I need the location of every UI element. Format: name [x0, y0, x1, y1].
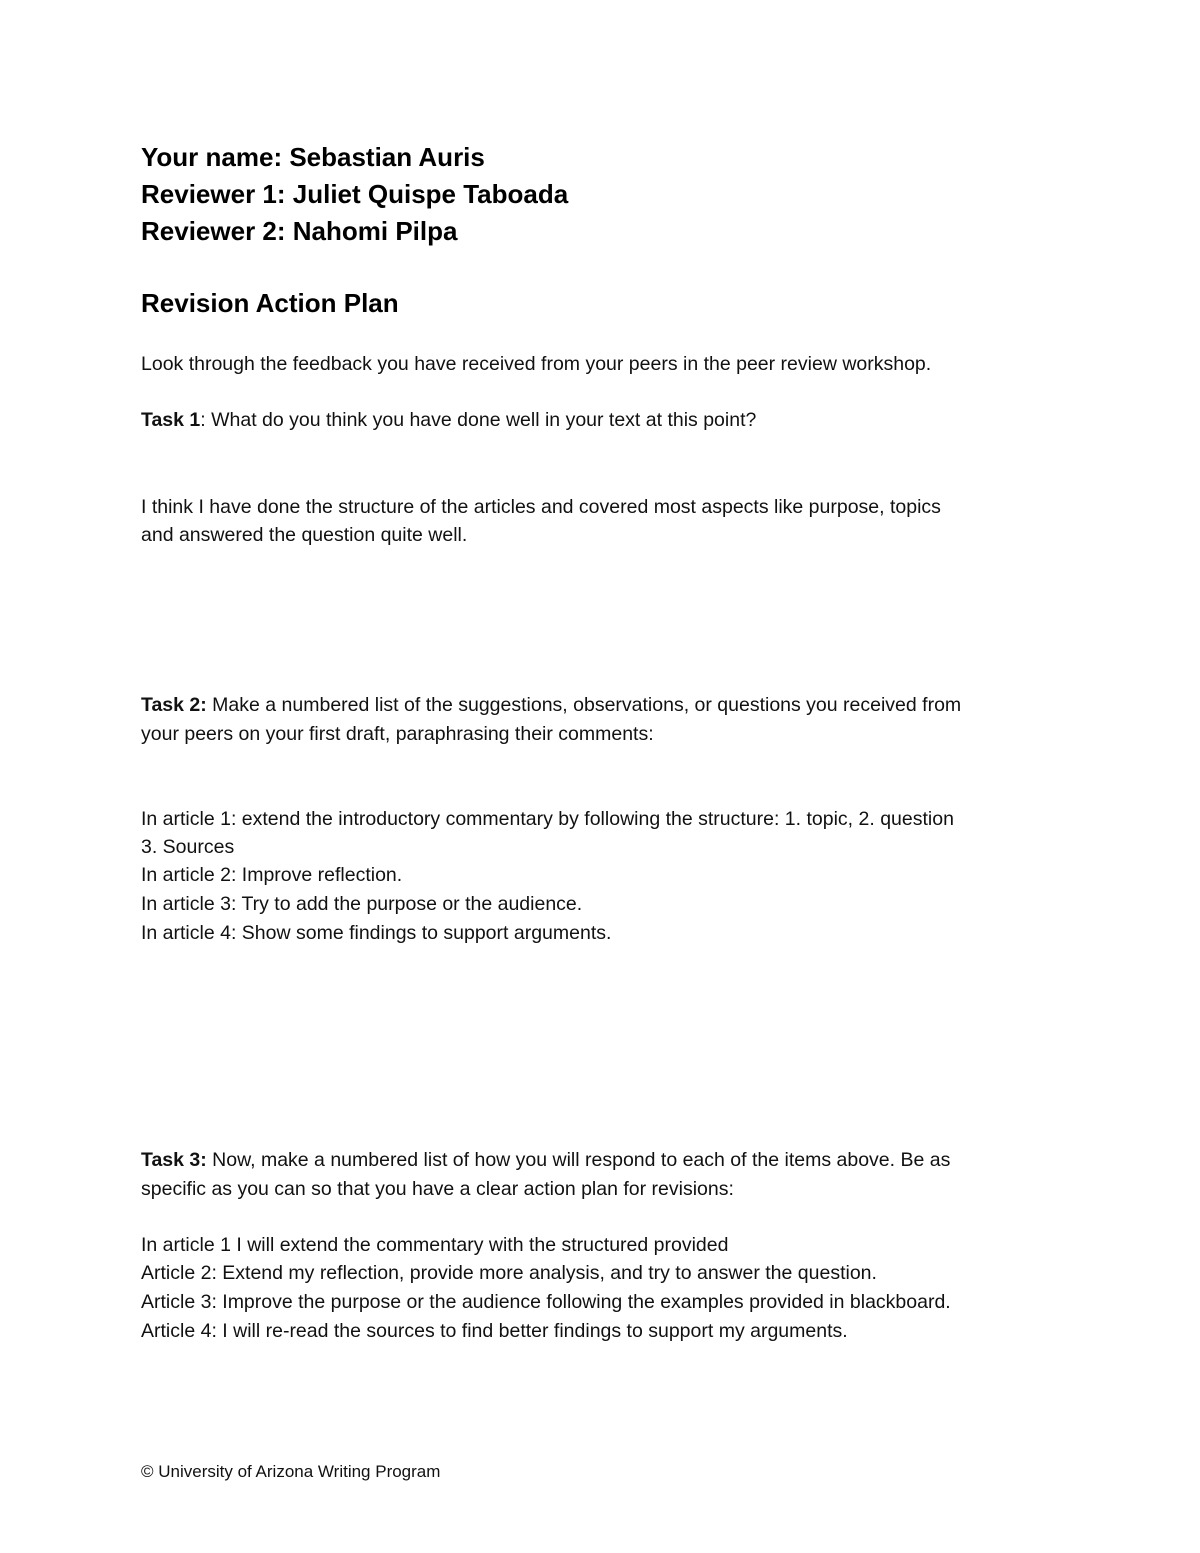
task-2-label: Task 2: — [141, 694, 207, 716]
task-1-answer-line: and answered the question quite well. — [141, 524, 468, 546]
task-2-prompt — [141, 691, 961, 720]
task-3-prompt-text: Now, make a numbered list of how you will respond to each of the items above. Be as — [206, 1149, 951, 1171]
task-3-answer-line: In article 1 I will extend the commentary with the structured provided — [141, 1234, 729, 1256]
task-3-label: Task 3: — [141, 1149, 207, 1171]
task-2-answer-line: 3. Sources — [141, 836, 235, 858]
copyright-footer: © University of Arizona Writing Program — [141, 1462, 441, 1481]
task-1-prompt — [141, 406, 756, 435]
task-1-prompt-text: : What do you think you have done well in your text at this point? — [200, 409, 757, 431]
task-1-answer-line: I think I have done the structure of the articles and covered most aspects like purpose, topics — [141, 496, 941, 518]
task-2-answer-line: In article 2: Improve reflection. — [141, 864, 403, 886]
task-3-answer-line: Article 4: I will re-read the sources to find better findings to support my arguments. — [141, 1320, 848, 1342]
task-2-answer-line: In article 4: Show some findings to support arguments. — [141, 922, 612, 944]
task-2-answer-line: In article 1: extend the introductory commentary by following the structure: 1. topic, 2. question — [141, 808, 954, 830]
task-3-prompt-line-2: specific as you can so that you have a clear action plan for revisions: — [141, 1178, 734, 1200]
reviewer-1-line: Reviewer 1: Juliet Quispe Taboada — [141, 179, 569, 209]
task-3-answer-line: Article 2: Extend my reflection, provide more analysis, and try to answer the question. — [141, 1262, 877, 1284]
task-2-prompt-text: Make a numbered list of the suggestions, observations, or questions you received from — [206, 694, 962, 716]
your-name-line: Your name: Sebastian Auris — [141, 142, 485, 172]
intro-text: Look through the feedback you have received from your peers in the peer review workshop. — [141, 353, 932, 375]
task-2-prompt-line-2: your peers on your first draft, paraphrasing their comments: — [141, 723, 654, 745]
reviewer-2-line: Reviewer 2: Nahomi Pilpa — [141, 216, 458, 246]
task-3-answer-line: Article 3: Improve the purpose or the audience following the examples provided in blackboard. — [141, 1291, 951, 1313]
task-3-prompt — [141, 1146, 950, 1175]
page-title: Revision Action Plan — [141, 288, 399, 318]
task-1-label: Task 1 — [141, 409, 201, 431]
task-2-answer-line: In article 3: Try to add the purpose or the audience. — [141, 893, 583, 915]
